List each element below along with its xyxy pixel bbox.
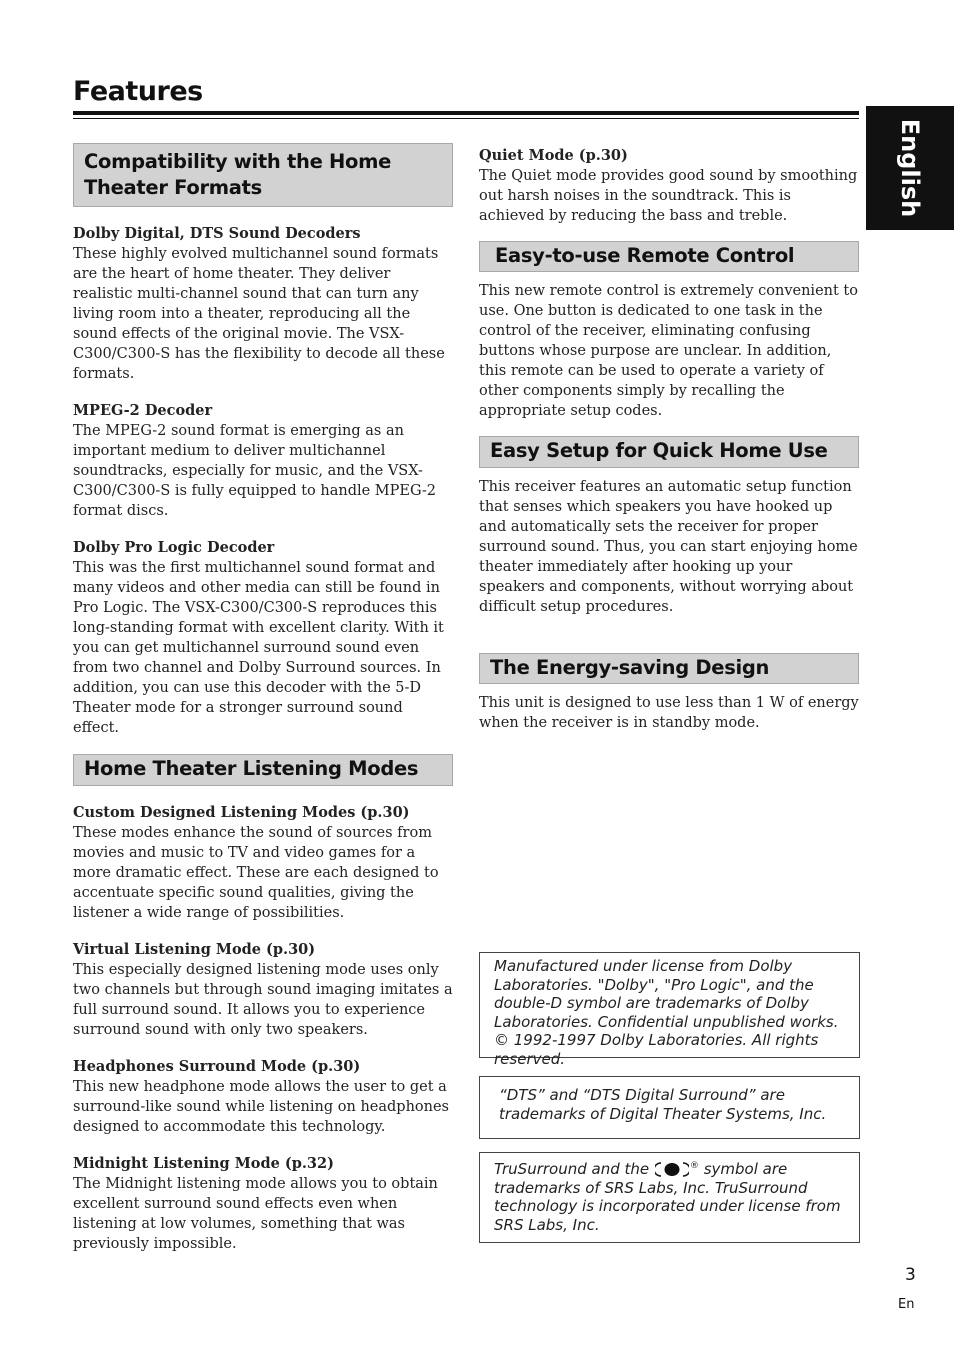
feature-item-title: MPEG-2 Decoder [73,402,213,419]
feature-item-title: Dolby Pro Logic Decoder [73,539,275,556]
dolby-trademark-notice: Manufactured under license from Dolby Laboratories. "Dolby", "Pro Logic", and the double-D symbol are trademarks of Dolby Laboratories. Confidential unpublished works. © 1992-1997 Dolby Laboratories. All rights reserved. [479,952,860,1058]
page-number: 3 [905,1265,916,1285]
language-tab [866,106,954,230]
page-language-code: En [898,1297,915,1312]
language-tab-label: English [896,118,925,218]
feature-item-title: Quiet Mode (p.30) [479,147,628,164]
feature-item-custom-modes [73,803,453,923]
feature-item-title: Midnight Listening Mode (p.32) [73,1155,334,1172]
feature-item-headphones-mode [73,1057,453,1137]
section-heading-energy-saving: The Energy-saving Design [479,653,859,684]
feature-item-title: Dolby Digital, DTS Sound Decoders [73,225,361,242]
feature-item-virtual-mode [73,940,453,1040]
page-title: Features [73,76,203,107]
feature-item-body: This new headphone mode allows the user to get a surround-like sound while listening on headphones designed to accommodate this technology. [73,1079,450,1135]
section-heading-listening-modes: Home Theater Listening Modes [73,754,453,786]
feature-item-midnight-mode [73,1154,453,1254]
left-column [73,143,453,1254]
feature-item-body: These highly evolved multichannel sound formats are the heart of home theater. They deliver realistic multi-channel sound that can turn any living room into a theater, reproducing all the sound effects of the original movie. The VSX-C300/C300-S has the flexibility to decode all these formats. [73,246,445,382]
section-heading-remote-control: Easy-to-use Remote Control [479,241,859,272]
title-rule-thick [73,111,859,115]
feature-item-title: Headphones Surround Mode (p.30) [73,1058,361,1075]
feature-item-quiet-mode [479,146,859,226]
section-body-remote-control: This new remote control is extremely convenient to use. One button is dedicated to one task in the control of the receiver, eliminating confusing buttons whose purpose are unclear. In addition, this remote can be used to operate a variety of other components simply by recalling the appropriate setup codes. [479,283,858,419]
feature-item-body: The MPEG-2 sound format is emerging as an important medium to deliver multichannel soundtracks, especially for music, and the VSX-C300/C300-S is fully equipped to handle MPEG-2 format discs. [73,423,436,519]
right-column [479,146,859,733]
feature-item-body: The Midnight listening mode allows you to obtain excellent surround sound effects even when listening at low volumes, something that was previously impossible. [73,1176,438,1252]
feature-item-dolby-digital-dts [73,224,453,384]
srs-notice-text-end: symbol are trademarks of SRS Labs, Inc. TruSurround technology is incorporated under license from SRS Labs, Inc. [494,1160,841,1234]
section-heading-compatibility: Compatibility with the Home Theater Formats [73,143,453,207]
feature-item-body: This especially designed listening mode uses only two channels but through sound imaging imitates a full surround sound. It allows you to experience surround sound with only two speakers. [73,962,453,1038]
feature-item-mpeg2 [73,401,453,521]
registered-mark: ® [689,1161,699,1171]
section-body-easy-setup: This receiver features an automatic setup function that senses which speakers you have hooked up and automatically sets the receiver for proper surround sound. Thus, you can start enjoying home theater immediately after hooking up your speakers and components, without worrying about difficult setup procedures. [479,479,858,615]
section-heading-easy-setup: Easy Setup for Quick Home Use [479,436,859,468]
srs-trademark-notice [479,1152,860,1243]
section-body-energy-saving: This unit is designed to use less than 1 W of energy when the receiver is in standby mode. [479,695,859,731]
feature-item-title: Custom Designed Listening Modes (p.30) [73,804,410,821]
feature-item-title: Virtual Listening Mode (p.30) [73,941,316,958]
feature-item-body: These modes enhance the sound of sources from movies and music to TV and video games for a more dramatic effect. These are each designed to accentuate specific sound qualities, giving the listener a wide range of possibilities. [73,825,439,921]
title-rule-thin [73,118,859,119]
dts-trademark-notice: “DTS” and “DTS Digital Surround” are trademarks of Digital Theater Systems, Inc. [479,1076,860,1139]
feature-item-pro-logic [73,538,453,738]
feature-item-body: This was the first multichannel sound format and many videos and other media can still be found in Pro Logic. The VSX-C300/C300-S reproduces this long-standing format with excellent clarity. With it you can get multichannel surround sound even from two channel and Dolby Surround sources. In addition, you can use this decoder with the 5-D Theater mode for a stronger surround sound effect. [73,560,444,736]
feature-item-body: The Quiet mode provides good sound by smoothing out harsh noises in the soundtrack. This is achieved by reducing the bass and treble. [479,168,858,224]
srs-logo-icon [655,1162,689,1177]
srs-notice-text-start: TruSurround and the [494,1160,650,1178]
